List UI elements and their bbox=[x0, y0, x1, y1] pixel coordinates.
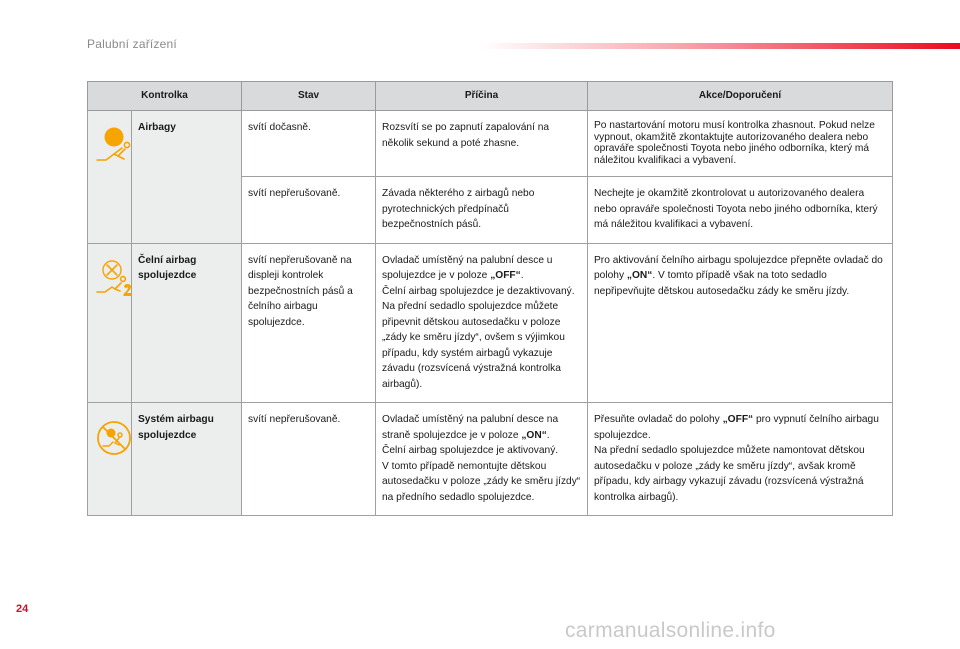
stav-cell: svítí nepřerušovaně na displeji kontrolek bezpečnostních pásů a čelního airbagu spolujezdce. bbox=[242, 243, 376, 403]
watermark: carmanualsonline.info bbox=[565, 619, 776, 642]
indicator-name: Airbagy bbox=[132, 111, 242, 244]
column-header-pricina: Příčina bbox=[376, 82, 588, 111]
stav-cell: svítí dočasně. bbox=[242, 111, 376, 177]
airbag-warning-icon bbox=[94, 126, 134, 166]
akce-cell: Nechejte je okamžitě zkontrolovat u autorizovaného dealera nebo opraváře společnosti Toyota nebo jiného odborníka, který má náležitou kvalifikaci a vybavení. bbox=[588, 177, 893, 244]
text-run: Přesuňte ovladač do polohy bbox=[594, 414, 723, 425]
keyword-off: „OFF“ bbox=[722, 414, 754, 425]
keyword-off: „OFF“ bbox=[490, 270, 521, 281]
keyword-on: „ON“ bbox=[521, 429, 547, 441]
page-number: 24 bbox=[16, 603, 29, 615]
pricina-cell bbox=[376, 403, 588, 516]
warning-lights-table bbox=[87, 81, 893, 516]
indicator-name: Systém airbagu spolujezdce bbox=[132, 403, 242, 516]
indicator-name: Čelní airbag spolujezdce bbox=[132, 243, 242, 403]
stav-cell: svítí nepřerušovaně. bbox=[242, 403, 376, 516]
column-header-kontrolka: Kontrolka bbox=[88, 82, 242, 111]
pricina-cell bbox=[376, 243, 588, 403]
text-run: Na přední sedadlo spolujezdce můžete připevnit dětskou autosedačku v poloze „zády ke směru jízdy“, ovšem s výjimkou případu, kdy systém airbagů vykazuje závadu (rozsvícená výstražná kontrolka airbagů). bbox=[382, 301, 565, 390]
text-run: Čelní airbag spolujezdce je aktivovaný. bbox=[382, 445, 559, 456]
icon-cell bbox=[88, 111, 132, 244]
text-run: Čelní airbag spolujezdce je dezaktivovaný. bbox=[382, 285, 575, 297]
icon-cell bbox=[88, 403, 132, 516]
table-row bbox=[88, 243, 893, 403]
text-run: Ovladač umístěný na palubní desce u spolujezdce je v poloze bbox=[382, 254, 553, 281]
text-run: V tomto případě nemontujte dětskou autosedačku v poloze „zády ke směru jízdy“ na předního sedadlo spolujezdce. bbox=[382, 460, 581, 503]
column-header-stav: Stav bbox=[242, 82, 376, 111]
text-run: Ovladač umístěný na palubní desce na straně spolujezdce je v poloze bbox=[382, 414, 559, 441]
keyword-on: „ON“ bbox=[626, 270, 653, 281]
text-run: Na přední sedadlo spolujezdce můžete namontovat dětskou autosedačku v poloze „zády ke směru jízdy“, avšak kromě případu, kdy airbagy vykazují závadu (rozsvícená výstražná kontrolka airbagů). bbox=[594, 445, 865, 503]
icon-cell bbox=[88, 243, 132, 403]
text-run: . bbox=[546, 429, 550, 441]
table-row bbox=[88, 111, 893, 177]
pricina-cell: Rozsvítí se po zapnutí zapalování na několik sekund a poté zhasne. bbox=[376, 111, 588, 177]
text-run: Pro aktivování čelního airbagu spolujezdce přepněte ovladač do polohy bbox=[594, 254, 883, 281]
airbag-system-off-icon bbox=[94, 418, 134, 458]
header-accent-bar bbox=[480, 43, 960, 49]
akce-cell bbox=[588, 403, 893, 516]
pricina-cell: Závada některého z airbagů nebo pyrotechnických předpínačů bezpečnostních pásů. bbox=[376, 177, 588, 244]
text-run: . V tomto případě však na toto sedadlo nepřipevňujte dětskou autosedačku zády ke směru jízdy. bbox=[594, 270, 850, 297]
akce-cell: Po nastartování motoru musí kontrolka zhasnout. Pokud nelze vypnout, okamžitě zkontaktujte autorizovaného dealera nebo opraváře společnosti Toyota nebo jiného odborníka, který má náležitou kvalifikaci a vybavení. bbox=[588, 111, 893, 177]
table-row bbox=[88, 403, 893, 516]
column-header-akce: Akce/Doporučení bbox=[588, 82, 893, 111]
akce-cell bbox=[588, 243, 893, 403]
stav-cell: svítí nepřerušovaně. bbox=[242, 177, 376, 244]
section-title: Palubní zařízení bbox=[87, 37, 177, 51]
passenger-airbag-off-icon bbox=[94, 259, 134, 299]
text-run: pro vypnutí čelního airbagu spolujezdce. bbox=[594, 414, 879, 441]
table-header-row bbox=[88, 82, 893, 111]
text-run: . bbox=[520, 270, 524, 281]
